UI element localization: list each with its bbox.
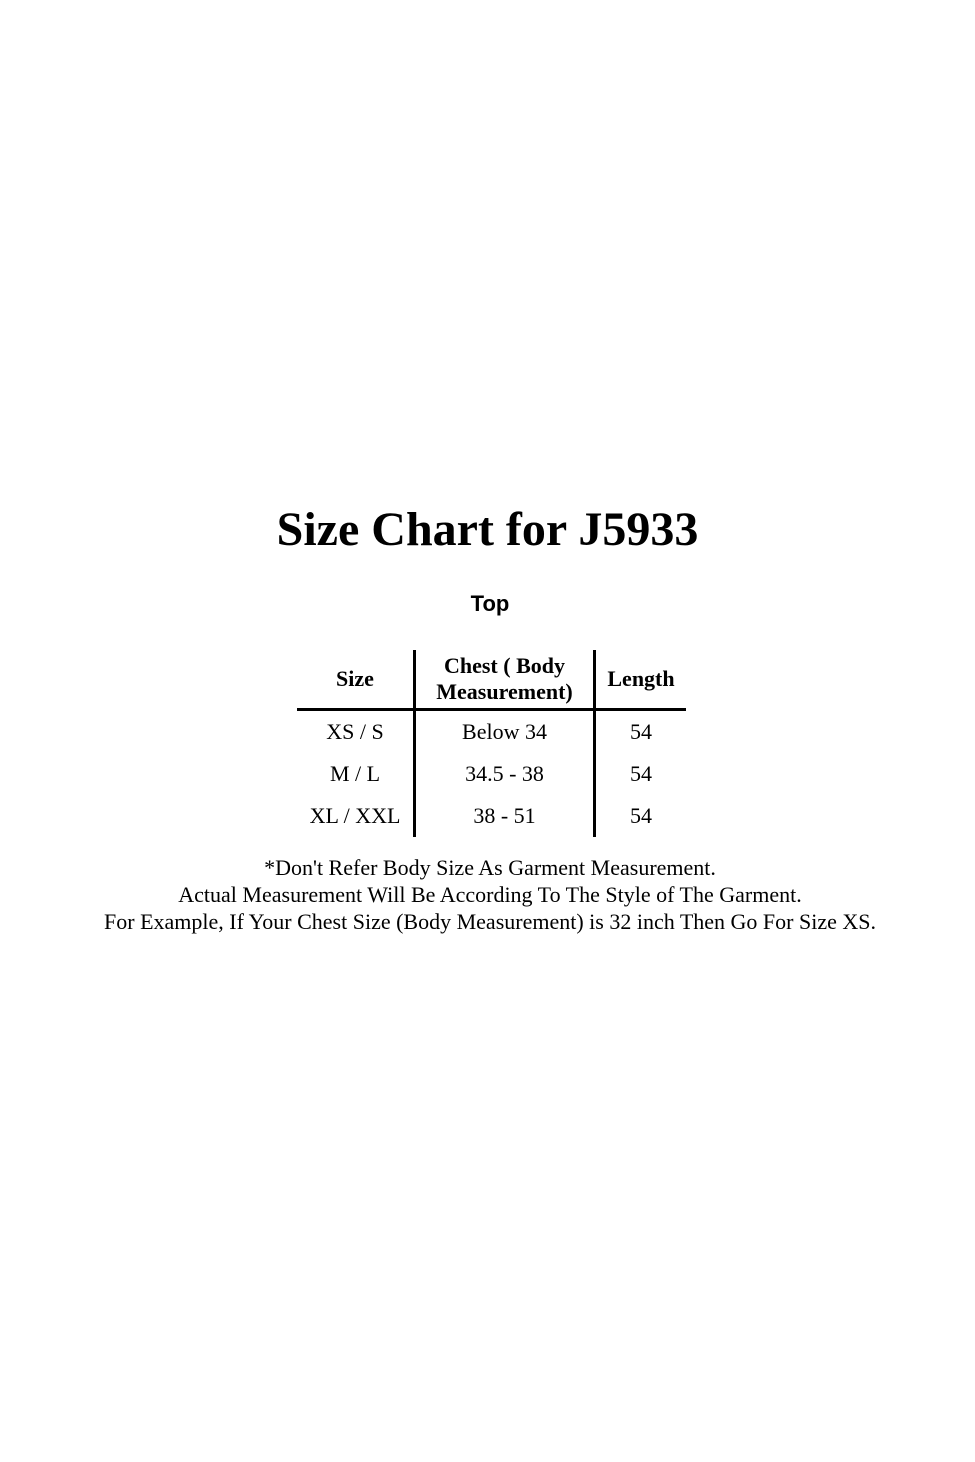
cell-size: M / L (297, 753, 415, 795)
cell-chest: 38 - 51 (415, 795, 595, 837)
note-line: Actual Measurement Will Be According To The Style of The Garment. (178, 882, 802, 907)
section-subtitle: Top (470, 591, 510, 616)
page-title: Size Chart for J5933 (276, 503, 699, 556)
cell-size: XS / S (297, 710, 415, 754)
header-chest (415, 650, 595, 710)
size-chart-table (297, 650, 686, 837)
header-size: Size (297, 650, 415, 710)
table-row (297, 710, 686, 754)
table-header-row (297, 650, 686, 710)
header-chest-label: Chest ( Body Measurement) (436, 653, 573, 704)
cell-length: 54 (630, 761, 652, 786)
header-length: Length (595, 650, 687, 710)
table-row (297, 795, 686, 837)
cell-length: 54 (630, 803, 652, 828)
note-line: For Example, If Your Chest Size (Body Measurement) is 32 inch Then Go For Size XS. (104, 909, 876, 934)
note-line: *Don't Refer Body Size As Garment Measurement. (264, 855, 716, 880)
cell-length: 54 (630, 719, 652, 744)
table-row (297, 753, 686, 795)
cell-size: XL / XXL (297, 795, 415, 837)
notes-block (0, 854, 975, 935)
cell-chest: Below 34 (415, 710, 595, 754)
cell-chest: 34.5 - 38 (415, 753, 595, 795)
